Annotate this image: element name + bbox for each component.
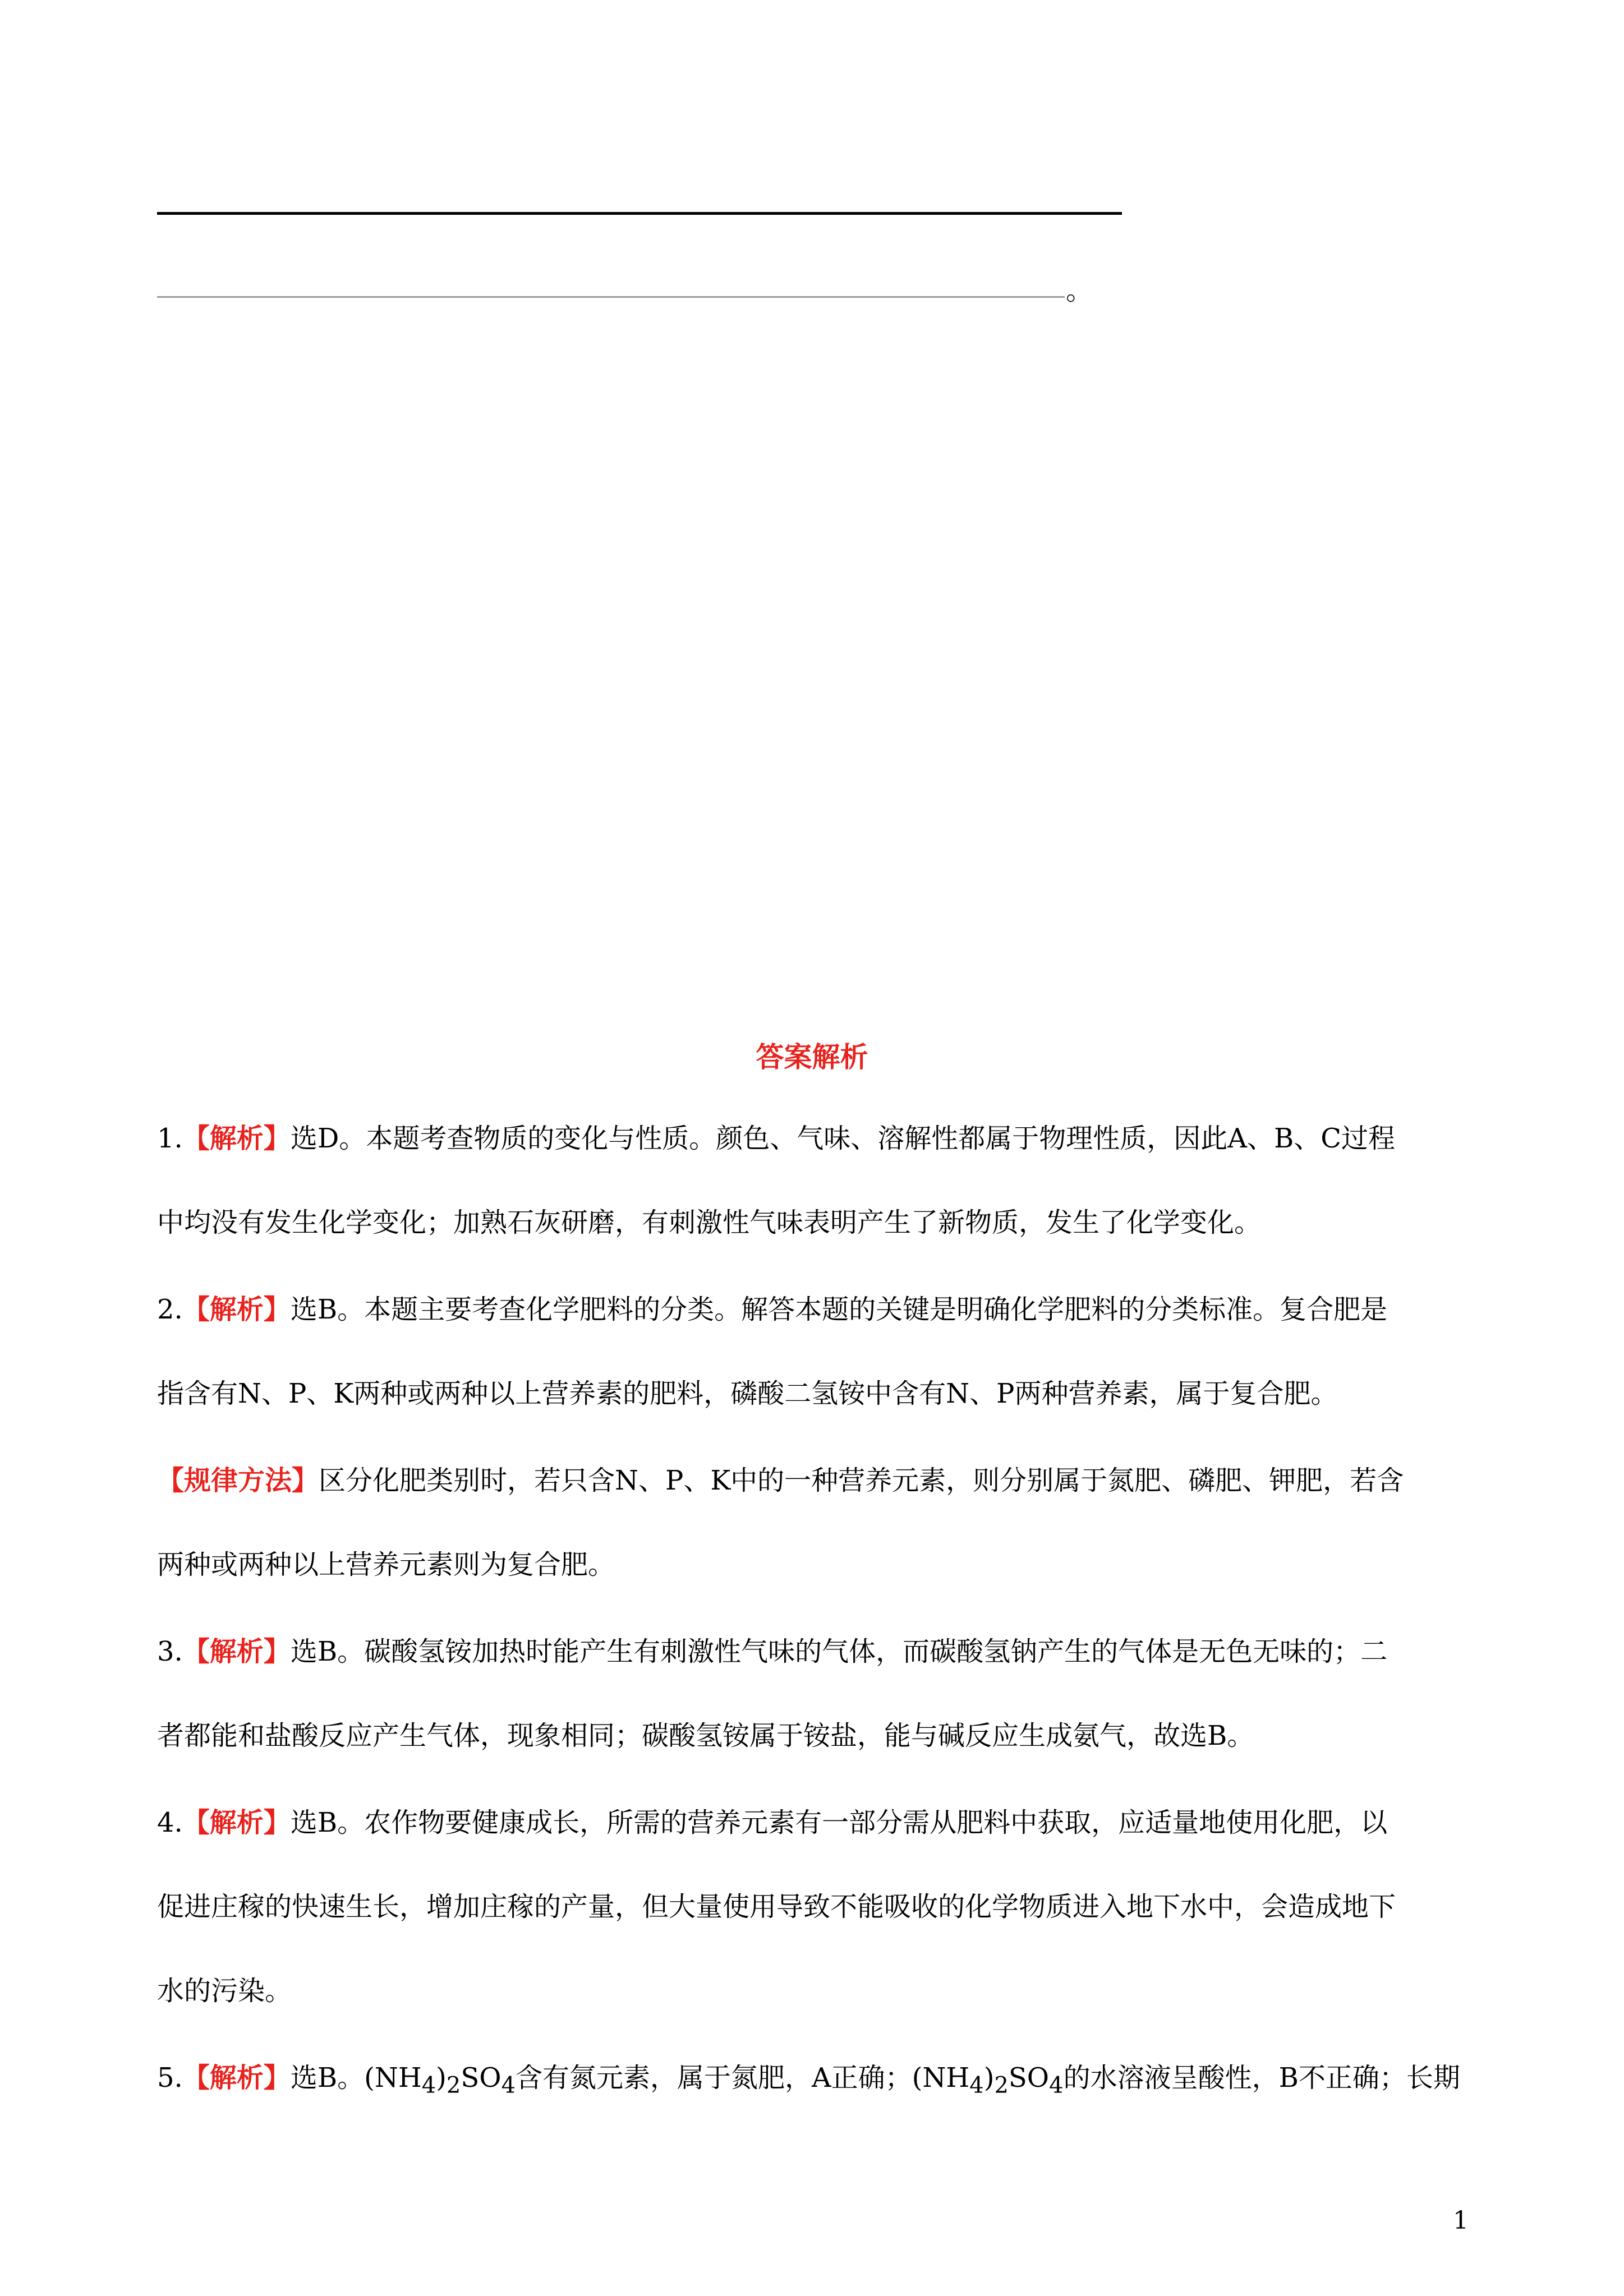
analysis-tag: 【解析】 <box>182 1123 291 1154</box>
answer-5-text-f: SO <box>1008 2062 1050 2094</box>
method-tag: 【规律方法】 <box>157 1465 319 1496</box>
answer-1-line-1 <box>157 1119 1464 1158</box>
answer-4-text-1: 选B。农作物要健康成长，所需的营养元素有一部分需从肥料中获取，应适量地使用化肥，以 <box>290 1807 1388 1838</box>
answer-5-text-g: 的水溶液呈酸性，B不正确；长期 <box>1063 2062 1460 2094</box>
answer-2-line-2 <box>157 1374 1464 1413</box>
answer-2-number: 2. <box>157 1294 183 1325</box>
answer-4-text-3: 水的污染。 <box>157 1975 292 2007</box>
answer-5-text-b: ) <box>436 2062 447 2094</box>
analysis-tag: 【解析】 <box>182 1636 291 1667</box>
answer-4-text-2: 促进庄稼的快速生长，增加庄稼的产量，但大量使用导致不能吸收的化学物质进入地下水中，会造成地下 <box>157 1891 1396 1922</box>
answer-3-number: 3. <box>157 1636 183 1667</box>
top-rule <box>157 212 1122 215</box>
answer-2-text-2: 指含有N、P、K两种或两种以上营养素的肥料，磷酸二氢铵中含有N、P两种营养素，属于复合肥。 <box>157 1378 1338 1409</box>
analysis-tag: 【解析】 <box>182 2062 291 2094</box>
answer-5-text-a: 选B。(NH <box>290 2062 422 2094</box>
page-number: 1 <box>1453 2206 1469 2235</box>
answer-5-sub-a: 4 <box>421 2072 436 2099</box>
answer-5-number: 5. <box>157 2062 183 2094</box>
answer-5-sub-d: 4 <box>969 2072 984 2099</box>
answer-5-sub-e: 2 <box>994 2072 1009 2099</box>
method-text-1: 区分化肥类别时，若只含N、P、K中的一种营养元素，则分别属于氮肥、磷肥、钾肥，若含 <box>319 1465 1404 1496</box>
answer-5-text-d: 含有氮元素，属于氮肥，A正确；(NH <box>516 2062 970 2094</box>
answer-3-line-1 <box>157 1632 1464 1671</box>
answer-1-line-2 <box>157 1203 1464 1242</box>
answer-2-text-1: 选B。本题主要考查化学肥料的分类。解答本题的关键是明确化学肥料的分类标准。复合肥是 <box>290 1294 1388 1325</box>
answer-3-text-2: 者都能和盐酸反应产生气体，现象相同；碳酸氢铵属于铵盐，能与碱反应生成氨气，故选B。 <box>157 1720 1254 1751</box>
answer-4-line-3 <box>157 1971 1464 2011</box>
method-line-1 <box>157 1461 1464 1500</box>
answer-1-text-2: 中均没有发生化学变化；加熟石灰研磨，有刺激性气味表明产生了新物质，发生了化学变化。 <box>157 1207 1262 1238</box>
analysis-tag: 【解析】 <box>182 1807 291 1838</box>
method-line-2 <box>157 1545 1464 1584</box>
answer-5-line-1 <box>157 2058 1464 2105</box>
answer-2-line-1 <box>157 1290 1464 1329</box>
blank-end-period: 。 <box>1066 275 1093 306</box>
answer-4-number: 4. <box>157 1807 183 1838</box>
method-text-2: 两种或两种以上营养元素则为复合肥。 <box>157 1549 615 1580</box>
analysis-tag: 【解析】 <box>182 1294 291 1325</box>
answer-1-number: 1. <box>157 1123 183 1154</box>
answer-5-sub-f: 4 <box>1049 2072 1064 2099</box>
answer-4-line-1 <box>157 1803 1464 1842</box>
answer-1-text-1: 选D。本题考查物质的变化与性质。颜色、气味、溶解性都属于物理性质，因此A、B、C过程 <box>290 1123 1395 1154</box>
answer-5-text-e: ) <box>983 2062 995 2094</box>
answer-5-text-c: SO <box>461 2062 502 2094</box>
answer-5-sub-c: 4 <box>501 2072 516 2099</box>
answers-section-title: 答案解析 <box>756 1040 868 1073</box>
answer-blank-line <box>157 296 1065 298</box>
answer-5-sub-b: 2 <box>446 2072 461 2099</box>
answer-3-line-2 <box>157 1716 1464 1755</box>
answer-3-text-1: 选B。碳酸氢铵加热时能产生有刺激性气味的气体，而碳酸氢钠产生的气体是无色无味的；二 <box>290 1636 1388 1667</box>
answer-4-line-2 <box>157 1887 1464 1926</box>
